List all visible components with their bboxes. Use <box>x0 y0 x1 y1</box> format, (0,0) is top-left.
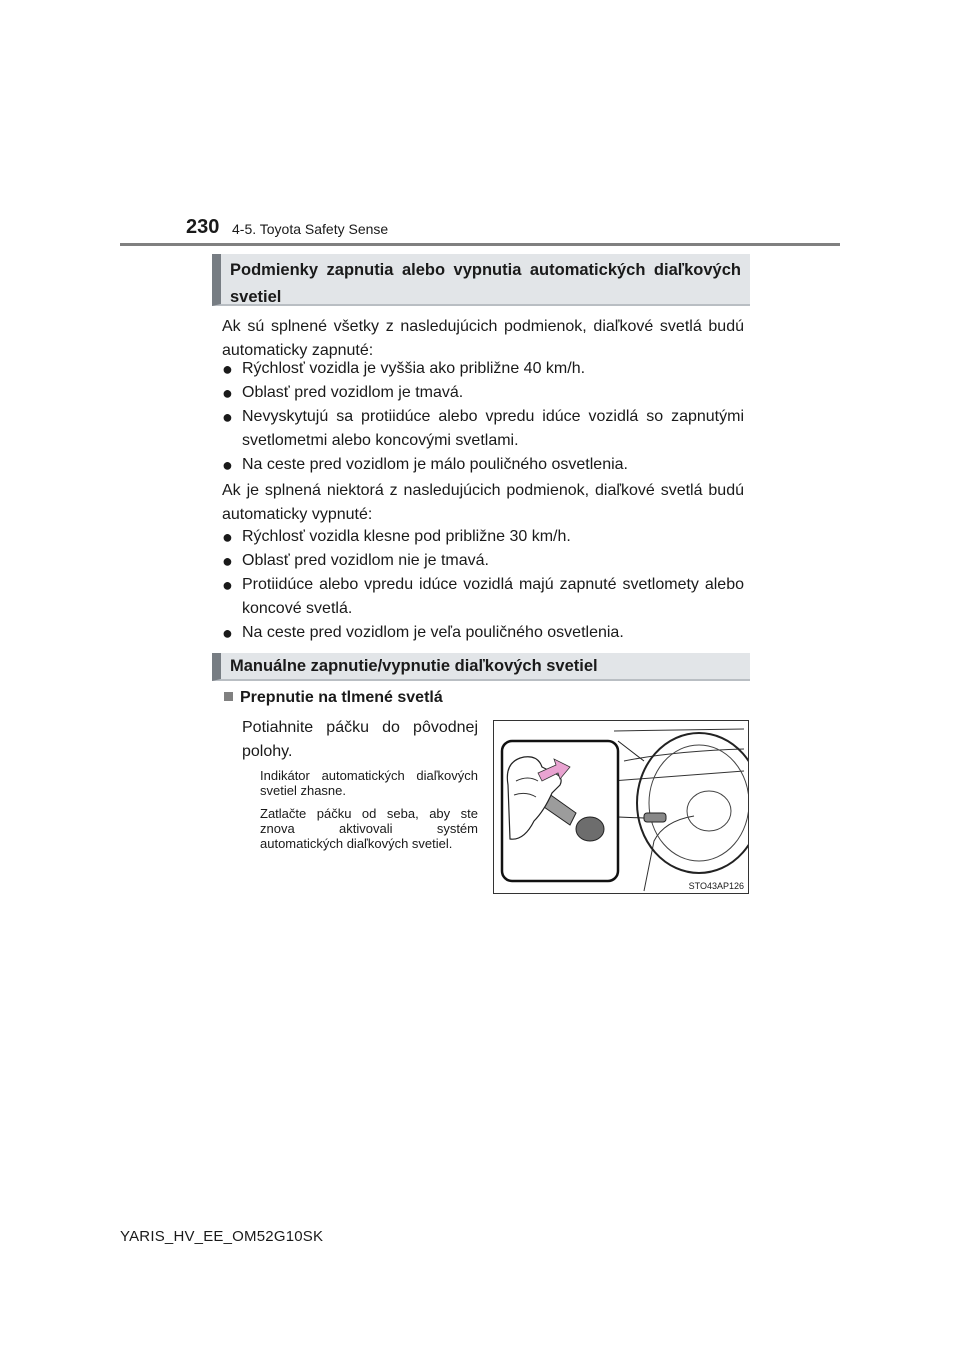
off-bullet-1: ● Rýchlosť vozidla klesne pod približne 30 km/h. <box>222 527 571 547</box>
illustration-code: STO43AP126 <box>688 881 744 891</box>
bullet-icon: ● <box>222 527 233 547</box>
off-bullet-3: ● Protiidúce alebo vpredu idúce vozidlá majú zapnuté svetlomety alebo koncové svetlá. <box>222 575 744 617</box>
bullet-icon: ● <box>222 383 233 403</box>
note-indicator-off: Indikátor automatických diaľkových svetiel zhasne. <box>260 768 478 798</box>
steering-lever-drawing <box>494 721 748 893</box>
on-bullet-4: ● Na ceste pred vozidlom je málo pouličného osvetlenia. <box>222 455 628 475</box>
conditions-on-intro: Ak sú splnené všetky z nasledujúcich podmienok, diaľkové svetlá budú automaticky zapnuté: <box>222 318 744 359</box>
bullet-icon: ● <box>222 407 233 427</box>
section-reference: 4-5. Toyota Safety Sense <box>232 221 389 237</box>
page-number: 230 <box>186 216 220 238</box>
off-bullet-4: ● Na ceste pred vozidlom je veľa pouličného osvetlenia. <box>222 623 624 643</box>
subheading-low-beam: Prepnutie na tlmené svetlá <box>224 689 443 707</box>
on-bullet-2: ● Oblasť pred vozidlom je tmavá. <box>222 383 464 403</box>
bullet-icon: ● <box>222 575 233 595</box>
square-bullet-icon <box>224 692 233 701</box>
header-rule <box>120 243 840 246</box>
bullet-icon: ● <box>222 551 233 571</box>
bullet-icon: ● <box>222 455 233 475</box>
conditions-off-intro: Ak je splnená niektorá z nasledujúcich podmienok, diaľkové svetlá budú automaticky vypnuté: <box>222 482 744 523</box>
bullet-icon: ● <box>222 359 233 379</box>
section-heading-manual: Manuálne zapnutie/vypnutie diaľkových svetiel <box>212 653 750 681</box>
off-bullet-2: ● Oblasť pred vozidlom nie je tmavá. <box>222 551 489 571</box>
on-bullet-3: ● Nevyskytujú sa protiidúce alebo vpredu idúce vozidlá so zapnutými svetlometmi alebo koncovými svetlami. <box>222 407 744 449</box>
bullet-icon: ● <box>222 623 233 643</box>
lever-illustration <box>493 720 749 894</box>
on-bullet-1: ● Rýchlosť vozidla je vyššia ako približne 40 km/h. <box>222 359 586 379</box>
section-heading-conditions: Podmienky zapnutia alebo vypnutia automatických diaľkových svetiel <box>212 254 750 306</box>
instruction-text: Potiahnite páčku do pôvodnej polohy. <box>242 719 478 760</box>
note-reactivate: Zatlačte páčku od seba, aby ste znova aktivovali systém automatických diaľkových svetiel. <box>260 806 478 851</box>
footer-model-code: YARIS_HV_EE_OM52G10SK <box>120 1228 324 1245</box>
